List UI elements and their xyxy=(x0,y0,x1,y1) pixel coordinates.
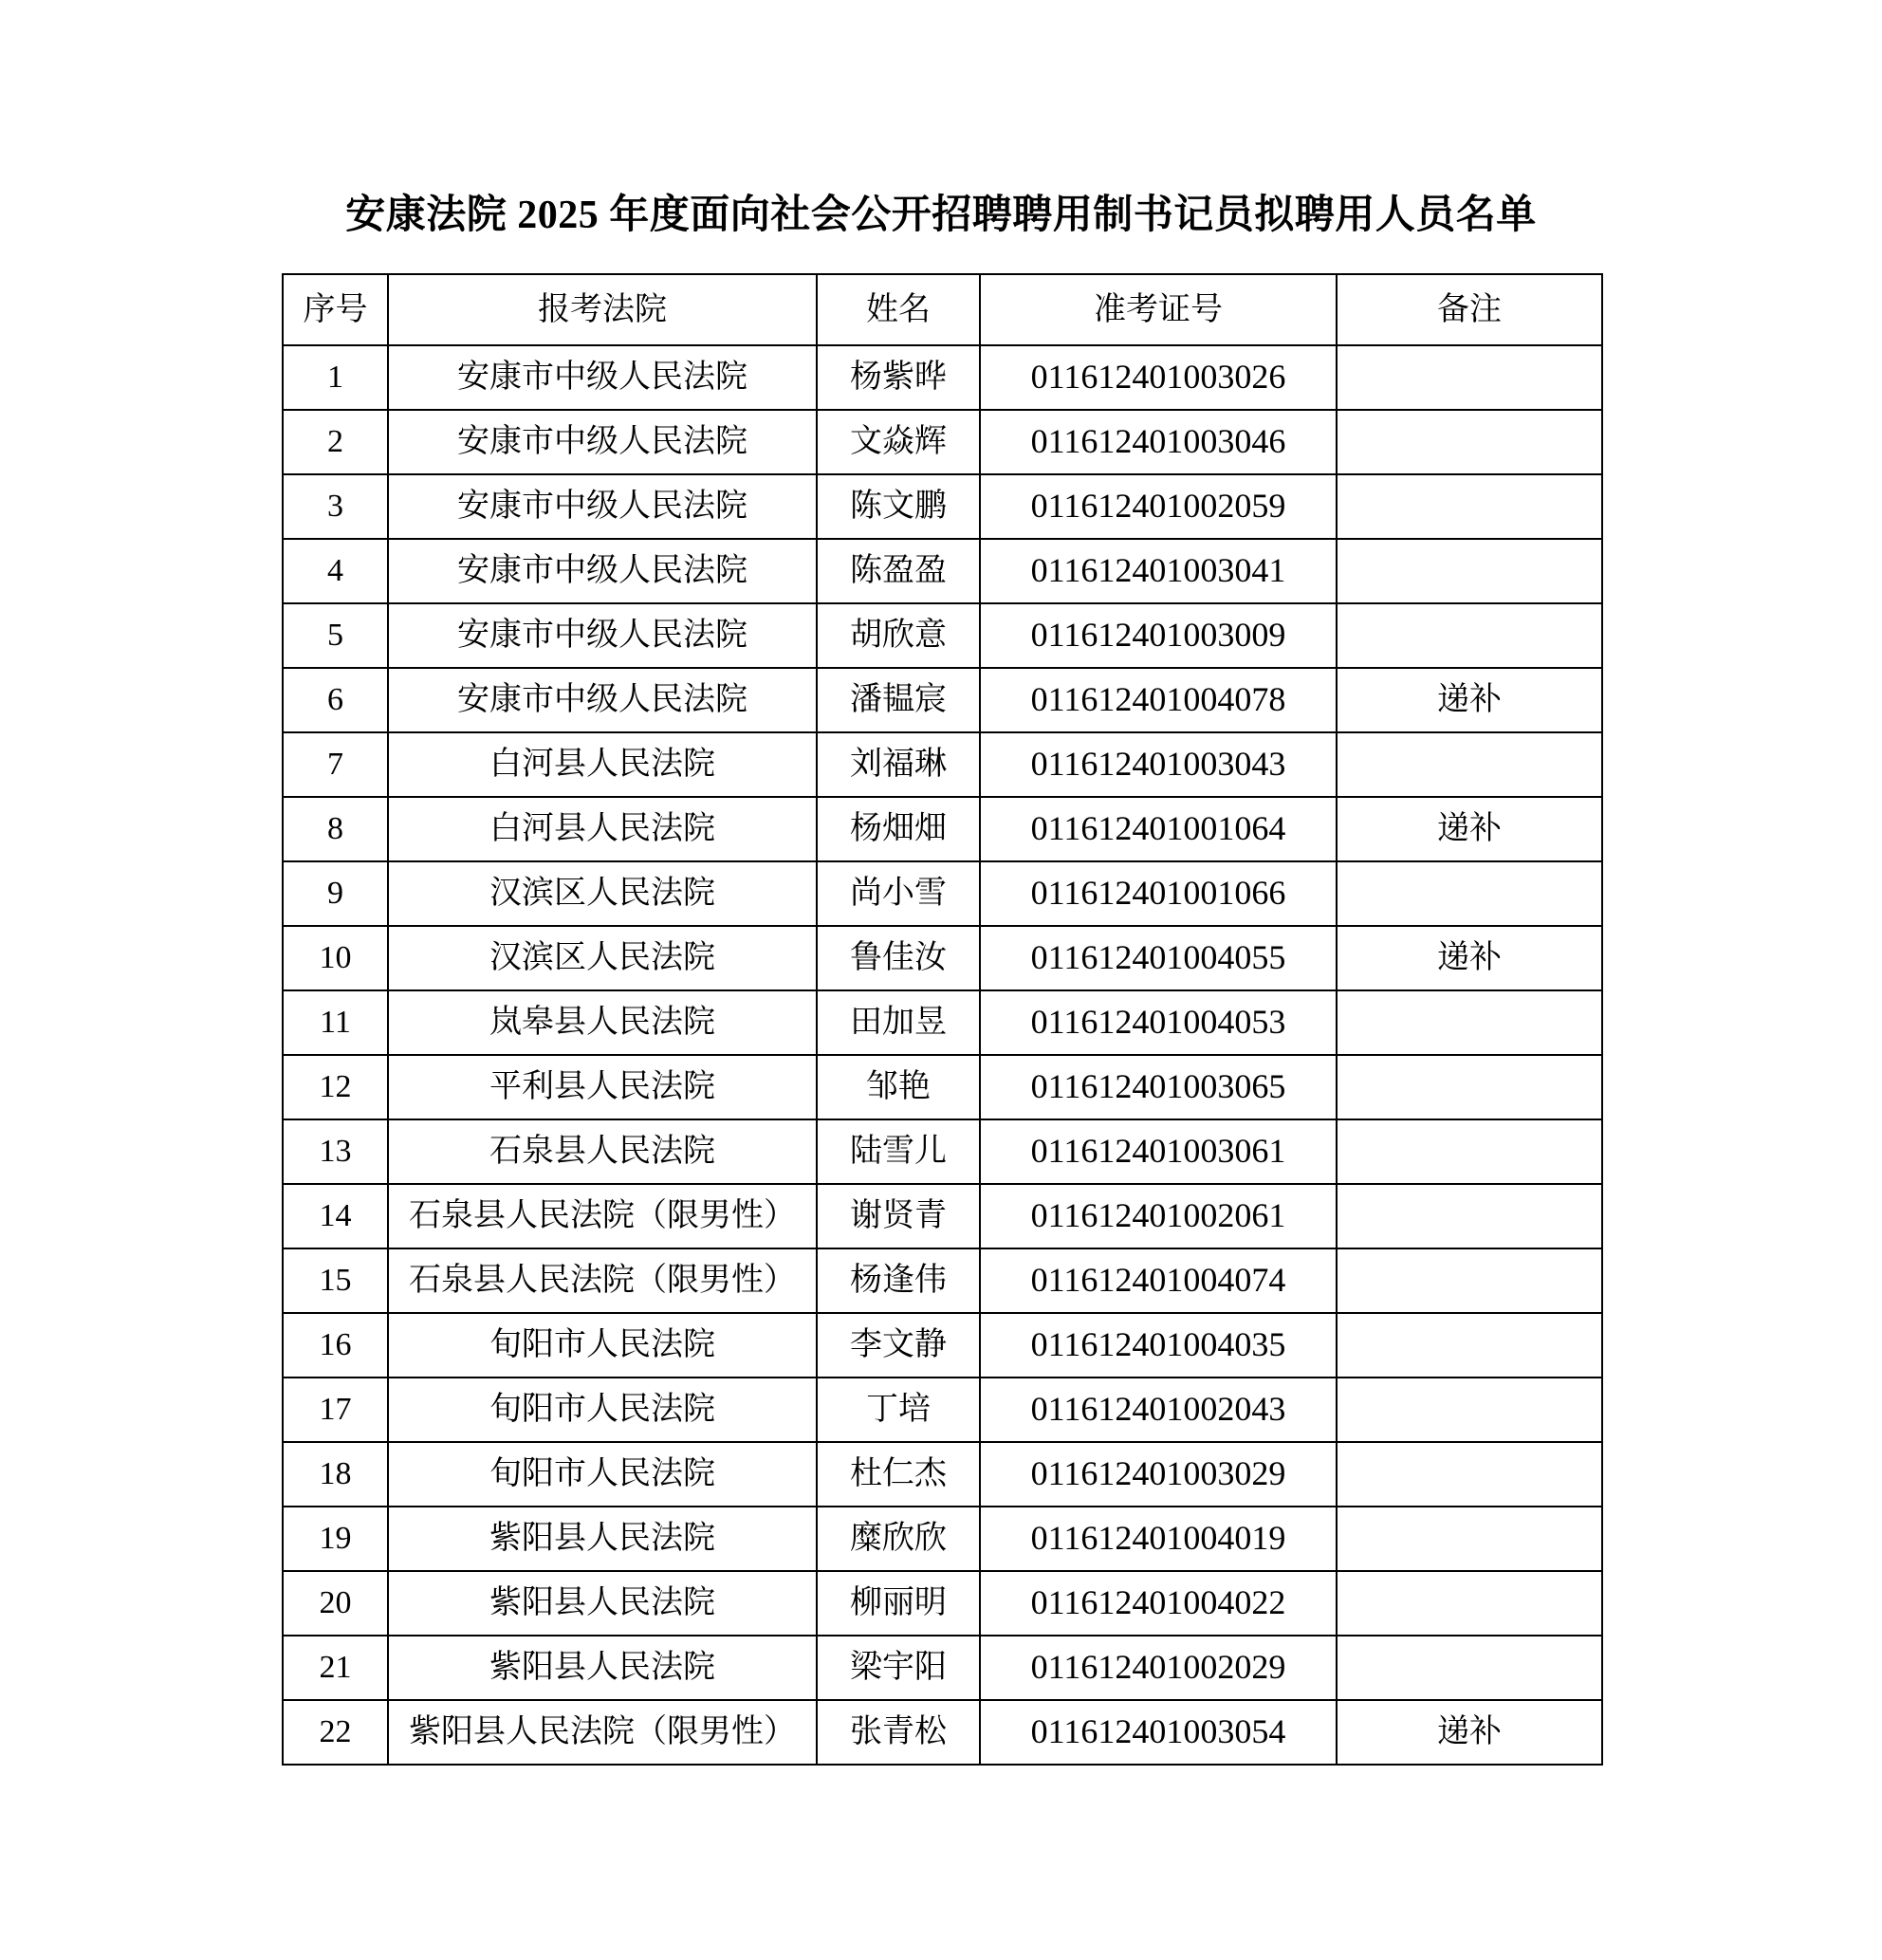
cell-name: 潘韫宸 xyxy=(817,668,980,732)
cell-court: 安康市中级人民法院 xyxy=(388,603,817,668)
header-note: 备注 xyxy=(1337,274,1602,345)
cell-court: 汉滨区人民法院 xyxy=(388,861,817,926)
cell-name: 杨紫晔 xyxy=(817,345,980,410)
cell-court: 石泉县人民法院（限男性） xyxy=(388,1184,817,1248)
cell-court: 安康市中级人民法院 xyxy=(388,539,817,603)
table-row xyxy=(283,668,1602,732)
cell-note xyxy=(1337,1571,1602,1636)
cell-name: 邹艳 xyxy=(817,1055,980,1119)
cell-name: 鲁佳汝 xyxy=(817,926,980,990)
cell-ticket: 011612401003065 xyxy=(980,1055,1337,1119)
cell-court: 旬阳市人民法院 xyxy=(388,1313,817,1378)
cell-no: 11 xyxy=(283,990,388,1055)
table-row xyxy=(283,797,1602,861)
cell-ticket: 011612401004035 xyxy=(980,1313,1337,1378)
cell-ticket: 011612401002061 xyxy=(980,1184,1337,1248)
table-row xyxy=(283,1378,1602,1442)
table-row xyxy=(283,1700,1602,1765)
cell-note: 递补 xyxy=(1337,1700,1602,1765)
cell-ticket: 011612401004055 xyxy=(980,926,1337,990)
cell-no: 13 xyxy=(283,1119,388,1184)
cell-note: 递补 xyxy=(1337,668,1602,732)
table-row xyxy=(283,990,1602,1055)
table-row xyxy=(283,1184,1602,1248)
cell-name: 尚小雪 xyxy=(817,861,980,926)
cell-ticket: 011612401003061 xyxy=(980,1119,1337,1184)
cell-court: 岚皋县人民法院 xyxy=(388,990,817,1055)
cell-ticket: 011612401004022 xyxy=(980,1571,1337,1636)
cell-note xyxy=(1337,1248,1602,1313)
cell-note xyxy=(1337,1184,1602,1248)
cell-name: 李文静 xyxy=(817,1313,980,1378)
cell-no: 17 xyxy=(283,1378,388,1442)
table-row xyxy=(283,410,1602,474)
cell-ticket: 011612401003009 xyxy=(980,603,1337,668)
cell-ticket: 011612401001064 xyxy=(980,797,1337,861)
cell-note: 递补 xyxy=(1337,797,1602,861)
cell-court: 紫阳县人民法院 xyxy=(388,1636,817,1700)
cell-no: 16 xyxy=(283,1313,388,1378)
cell-no: 20 xyxy=(283,1571,388,1636)
cell-court: 白河县人民法院 xyxy=(388,732,817,797)
cell-name: 胡欣意 xyxy=(817,603,980,668)
cell-no: 5 xyxy=(283,603,388,668)
cell-name: 谢贤青 xyxy=(817,1184,980,1248)
cell-note xyxy=(1337,732,1602,797)
cell-ticket: 011612401004074 xyxy=(980,1248,1337,1313)
cell-ticket: 011612401002059 xyxy=(980,474,1337,539)
table-row xyxy=(283,603,1602,668)
cell-ticket: 011612401003043 xyxy=(980,732,1337,797)
cell-court: 紫阳县人民法院（限男性） xyxy=(388,1700,817,1765)
hire-roster-table xyxy=(282,273,1603,1766)
cell-no: 15 xyxy=(283,1248,388,1313)
header-no: 序号 xyxy=(283,274,388,345)
cell-note xyxy=(1337,1313,1602,1378)
cell-no: 22 xyxy=(283,1700,388,1765)
cell-name: 田加昱 xyxy=(817,990,980,1055)
cell-court: 汉滨区人民法院 xyxy=(388,926,817,990)
cell-court: 安康市中级人民法院 xyxy=(388,410,817,474)
table-row xyxy=(283,1507,1602,1571)
cell-court: 安康市中级人民法院 xyxy=(388,345,817,410)
table-row xyxy=(283,732,1602,797)
cell-name: 糜欣欣 xyxy=(817,1507,980,1571)
table-body xyxy=(283,345,1602,1765)
cell-court: 旬阳市人民法院 xyxy=(388,1442,817,1507)
cell-note xyxy=(1337,345,1602,410)
cell-no: 14 xyxy=(283,1184,388,1248)
cell-ticket: 011612401004078 xyxy=(980,668,1337,732)
cell-name: 张青松 xyxy=(817,1700,980,1765)
cell-no: 7 xyxy=(283,732,388,797)
cell-name: 陈文鹏 xyxy=(817,474,980,539)
cell-note xyxy=(1337,539,1602,603)
cell-note xyxy=(1337,474,1602,539)
cell-note xyxy=(1337,603,1602,668)
cell-ticket: 011612401003046 xyxy=(980,410,1337,474)
table-row xyxy=(283,926,1602,990)
cell-name: 文焱辉 xyxy=(817,410,980,474)
cell-court: 石泉县人民法院（限男性） xyxy=(388,1248,817,1313)
header-court: 报考法院 xyxy=(388,274,817,345)
cell-name: 陆雪儿 xyxy=(817,1119,980,1184)
header-ticket: 准考证号 xyxy=(980,274,1337,345)
cell-ticket: 011612401004019 xyxy=(980,1507,1337,1571)
cell-note xyxy=(1337,1636,1602,1700)
cell-note xyxy=(1337,1119,1602,1184)
cell-name: 杜仁杰 xyxy=(817,1442,980,1507)
table-row xyxy=(283,1636,1602,1700)
cell-note xyxy=(1337,861,1602,926)
cell-court: 白河县人民法院 xyxy=(388,797,817,861)
cell-court: 安康市中级人民法院 xyxy=(388,474,817,539)
header-name: 姓名 xyxy=(817,274,980,345)
table-row xyxy=(283,345,1602,410)
cell-no: 2 xyxy=(283,410,388,474)
cell-no: 12 xyxy=(283,1055,388,1119)
cell-note: 递补 xyxy=(1337,926,1602,990)
cell-name: 杨逢伟 xyxy=(817,1248,980,1313)
table-row xyxy=(283,1055,1602,1119)
table-row xyxy=(283,1248,1602,1313)
cell-court: 紫阳县人民法院 xyxy=(388,1571,817,1636)
cell-no: 19 xyxy=(283,1507,388,1571)
table-row xyxy=(283,1119,1602,1184)
cell-name: 陈盈盈 xyxy=(817,539,980,603)
cell-no: 10 xyxy=(283,926,388,990)
cell-note xyxy=(1337,1378,1602,1442)
cell-name: 杨畑畑 xyxy=(817,797,980,861)
cell-court: 旬阳市人民法院 xyxy=(388,1378,817,1442)
table-row xyxy=(283,861,1602,926)
cell-court: 紫阳县人民法院 xyxy=(388,1507,817,1571)
cell-no: 9 xyxy=(283,861,388,926)
cell-no: 3 xyxy=(283,474,388,539)
page-title: 安康法院 2025 年度面向社会公开招聘聘用制书记员拟聘用人员名单 xyxy=(345,194,1537,237)
cell-name: 刘福琳 xyxy=(817,732,980,797)
header-row xyxy=(283,274,1602,345)
cell-no: 8 xyxy=(283,797,388,861)
cell-note xyxy=(1337,1442,1602,1507)
cell-ticket: 011612401003054 xyxy=(980,1700,1337,1765)
cell-ticket: 011612401004053 xyxy=(980,990,1337,1055)
table-row xyxy=(283,1571,1602,1636)
cell-note xyxy=(1337,1507,1602,1571)
table-row xyxy=(283,1442,1602,1507)
table-row xyxy=(283,1313,1602,1378)
cell-name: 柳丽明 xyxy=(817,1571,980,1636)
cell-no: 1 xyxy=(283,345,388,410)
cell-note xyxy=(1337,1055,1602,1119)
table-row xyxy=(283,539,1602,603)
table-row xyxy=(283,474,1602,539)
cell-ticket: 011612401003041 xyxy=(980,539,1337,603)
cell-note xyxy=(1337,410,1602,474)
cell-no: 4 xyxy=(283,539,388,603)
cell-note xyxy=(1337,990,1602,1055)
cell-no: 21 xyxy=(283,1636,388,1700)
cell-no: 6 xyxy=(283,668,388,732)
table-header xyxy=(283,274,1602,345)
cell-ticket: 011612401003026 xyxy=(980,345,1337,410)
cell-ticket: 011612401002029 xyxy=(980,1636,1337,1700)
cell-ticket: 011612401003029 xyxy=(980,1442,1337,1507)
cell-no: 18 xyxy=(283,1442,388,1507)
cell-court: 平利县人民法院 xyxy=(388,1055,817,1119)
cell-court: 石泉县人民法院 xyxy=(388,1119,817,1184)
cell-court: 安康市中级人民法院 xyxy=(388,668,817,732)
cell-ticket: 011612401002043 xyxy=(980,1378,1337,1442)
cell-name: 梁宇阳 xyxy=(817,1636,980,1700)
cell-ticket: 011612401001066 xyxy=(980,861,1337,926)
cell-name: 丁培 xyxy=(817,1378,980,1442)
